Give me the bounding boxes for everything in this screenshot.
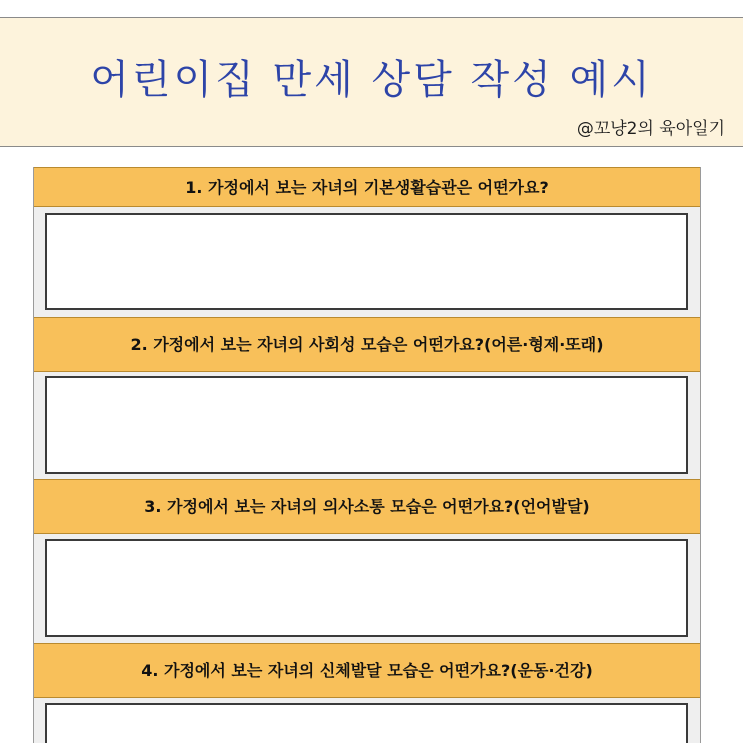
title-banner	[0, 17, 743, 147]
question-1-answer-box[interactable]	[45, 213, 688, 310]
question-1-label: 1. 가정에서 보는 자녀의 기본생활습관은 어떤가요?	[185, 177, 549, 197]
question-3-answer-box[interactable]	[45, 539, 688, 637]
question-3-label: 3. 가정에서 보는 자녀의 의사소통 모습은 어떤가요?(언어발달)	[144, 497, 590, 516]
question-1-header	[34, 167, 700, 207]
question-2-header	[34, 317, 700, 372]
question-4-header	[34, 643, 700, 698]
question-4-answer-box[interactable]	[45, 703, 688, 743]
banner-title: 어린이집 만세 상담 작성 예시	[90, 57, 653, 103]
banner-credit: @꼬냥2의 육아일기	[576, 119, 725, 139]
question-4-label: 4. 가정에서 보는 자녀의 신체발달 모습은 어떤가요?(운동·건강)	[141, 661, 593, 680]
question-2-answer-box[interactable]	[45, 376, 688, 474]
question-2-label: 2. 가정에서 보는 자녀의 사회성 모습은 어떤가요?(어른·형제·또래)	[130, 335, 604, 354]
consultation-form	[33, 167, 701, 743]
question-3-header	[34, 479, 700, 534]
